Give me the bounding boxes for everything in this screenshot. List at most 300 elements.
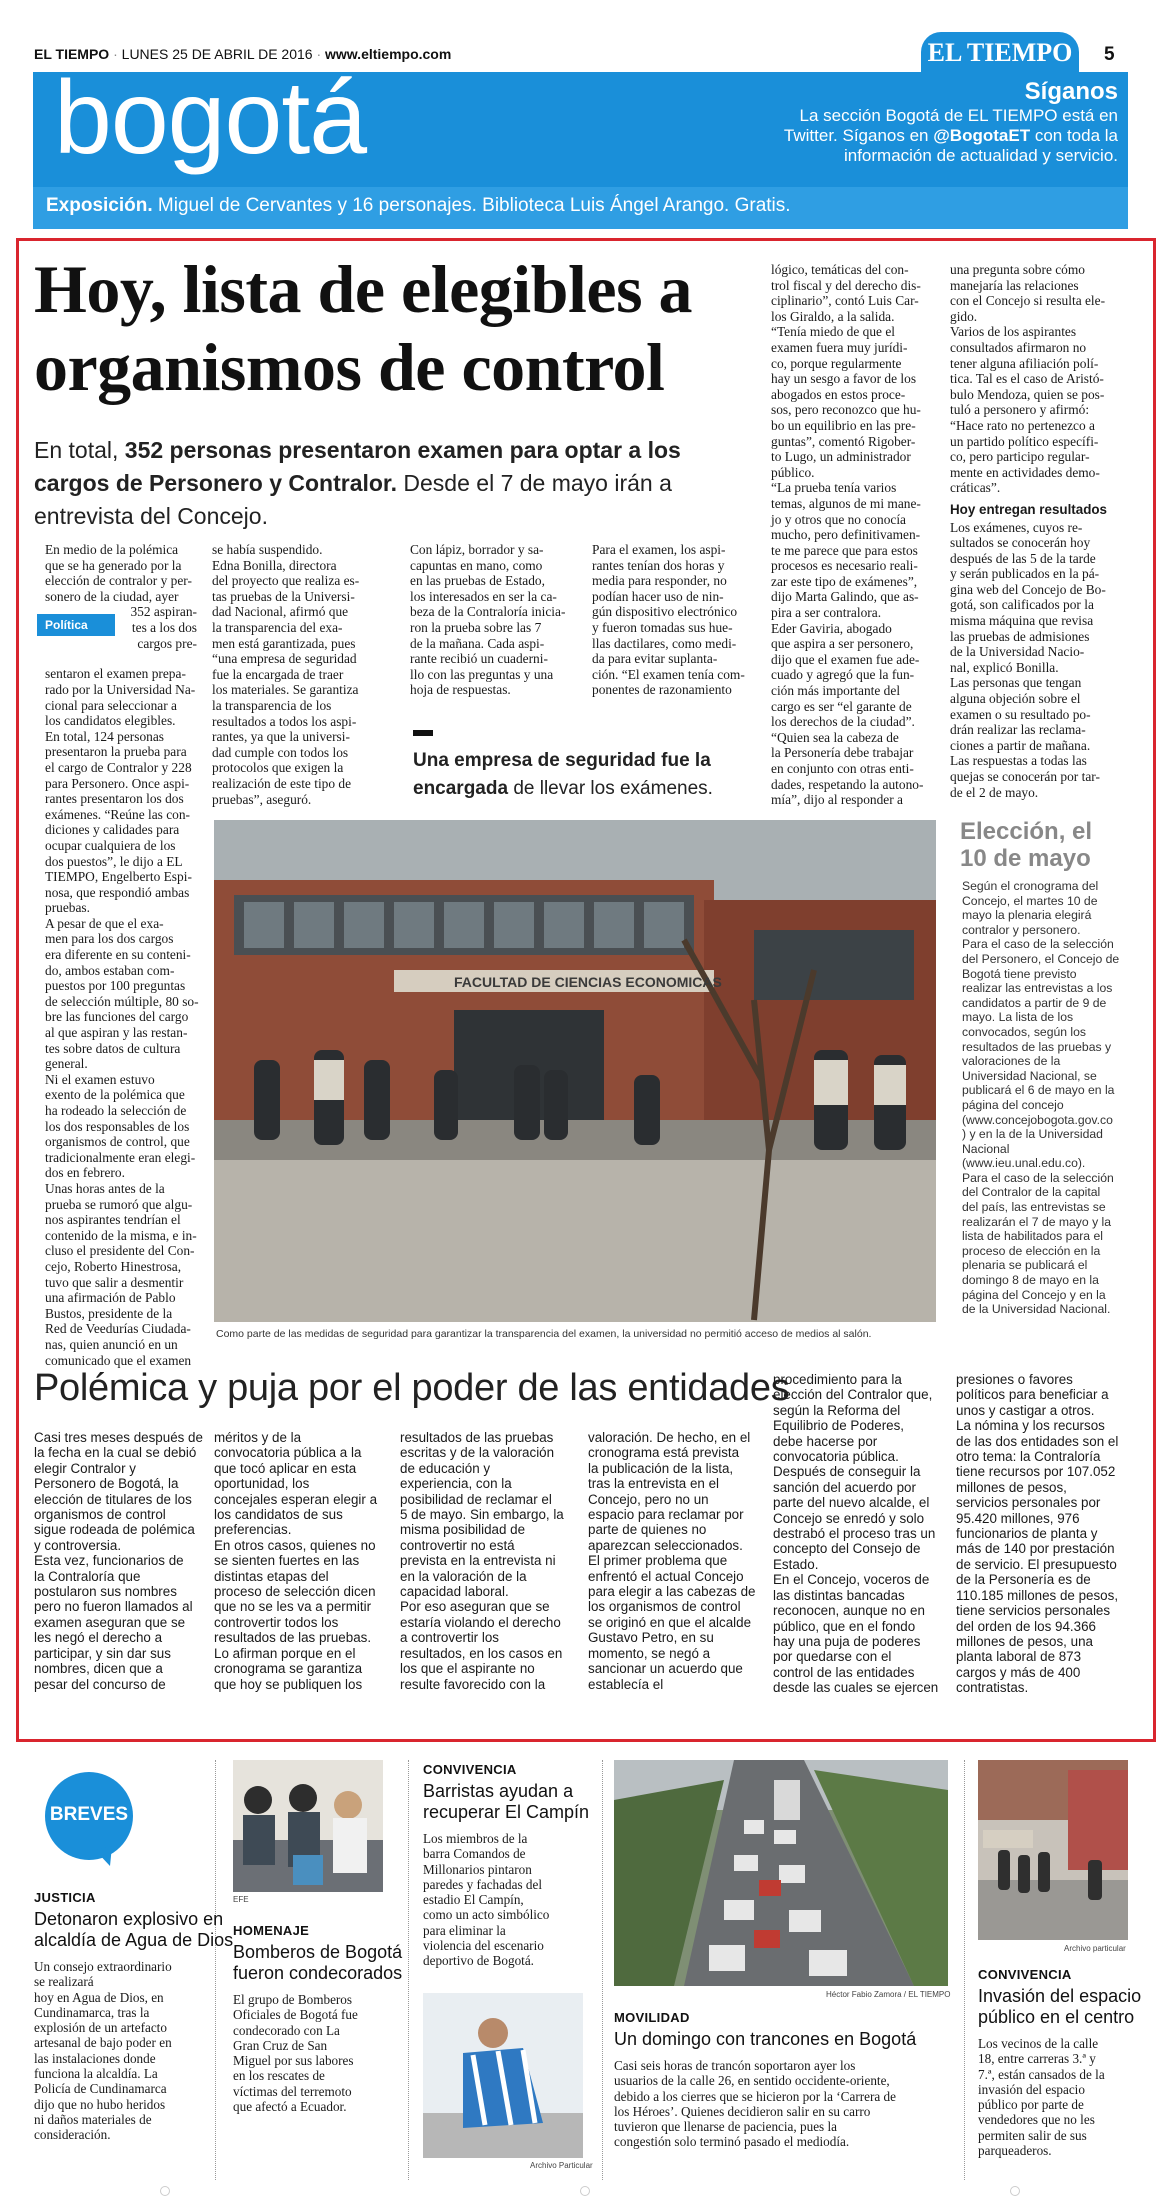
text-line: rantes presentaron los dos [45,791,184,807]
text-line: bulo Mendoza, quien se pos- [950,386,1105,402]
text-line: consultados afirmaron no [950,339,1087,355]
sidebar-line: Concejo, el martes 10 de [962,893,1098,908]
sidebar-line: (www.concejobogota.gov.co [962,1112,1113,1127]
text-line: y serán publicados en la pá- [950,566,1100,582]
text-line: En total, 124 personas [45,728,165,744]
text-line: planta laboral de 873 [956,1649,1082,1665]
sidebar-line: Para el caso de la selección [962,937,1114,952]
text-line: tuvo que salir a desmentir [45,1274,184,1290]
pull-quote-bold: Una empresa de seguridad fue la [413,750,711,771]
column-intro [45,542,197,604]
text-line: que se ha generado por la [45,557,182,573]
text-line: millones de pesos, [956,1479,1067,1495]
story-column-3 [410,542,566,698]
text-line: gún dispositivo electrónico [592,604,738,620]
text-line: men está garantizada, pues [212,635,356,651]
sidebar-line: ) y en la de la Universidad [962,1127,1103,1142]
sidebar-line: contralor y personero. [962,922,1081,937]
text-line: nal, explicó Bonilla. [950,659,1059,675]
section-title: bogotá [54,60,367,176]
text-line: los candidatos de sus [214,1507,343,1523]
text-line: cuado y agregó que la fun- [771,667,915,683]
brief-convivencia-2 [978,1967,1142,2159]
text-line: oportunidad, los [214,1476,310,1492]
text-line: los que el aspirante no [400,1661,535,1677]
sidebar-line: Bogotá tiene previsto [962,966,1077,981]
brief-kicker: JUSTICIA [34,1890,96,1905]
text-line: las instalaciones donde [34,2050,156,2066]
sidebar-title-1: Elección, el [960,818,1093,845]
follow-text: con toda la [1030,126,1118,145]
text-line: la publicación de la lista, [588,1460,734,1476]
text-line: de el 2 de mayo. [950,784,1039,800]
text-line: diciones y calidades para [45,822,180,838]
text-line: que aspira a ser personero, [771,636,914,652]
brief-body [423,1831,595,1969]
text-line: postularon sus nombres [34,1584,177,1600]
text-line: funcionarios de planta y [956,1526,1098,1542]
headline-line-1: Hoy, lista de elegibles a [34,251,693,327]
text-line: escritas y de la valoración [400,1445,555,1461]
deck-text: En total, [34,437,125,463]
brief-headline[interactable] [423,1781,595,1823]
text-line: Personero de Bogotá, la [34,1476,179,1492]
text-line: barra Comandos de [423,1846,526,1862]
text-line: en los rescates de [233,2068,325,2084]
text-line: sonero de la ciudad, ayer [45,588,179,604]
text-line: de selección múltiple, 80 so- [45,993,199,1009]
text-line: pero no fueron llamados al [34,1599,193,1615]
brief-movilidad [614,2010,954,2150]
deck-text: Desde el 7 de mayo irán a entrevista del Concejo. [34,470,672,529]
text-line: resultados de las pruebas [400,1430,554,1445]
text-line: las distintas bancadas [773,1587,905,1603]
text-line: manejaría las relaciones [950,277,1079,293]
registration-mark [1010,2186,1020,2196]
text-line: Cundinamarca, tras la [34,2004,150,2020]
brief-kicker: HOMENAJE [233,1923,310,1938]
text-line: ni daños materiales de [34,2111,152,2127]
text-line: para eliminar la [423,1922,506,1938]
text-line: se originó en que el alcalde [588,1614,752,1630]
headline-line: Detonaron explosivo en [34,1909,224,1929]
text-line: Gran Cruz de San [233,2037,328,2053]
text-line: ciones a partir de mañana. [950,737,1091,753]
text-line: tiene recursos por 107.052 [956,1464,1116,1480]
story-column-6 [950,262,1110,800]
sidebar-line: del Personero, el Concejo de [962,951,1120,966]
text-line: establecía el [588,1676,664,1692]
text-line: condecorado con La [233,2022,340,2038]
text-line: los Giraldo, a la salida. [771,308,895,324]
site-url[interactable]: www.eltiempo.com [325,46,452,62]
text-line: ponentes de razonamiento [592,682,732,698]
brief-convivencia-1 [423,1762,595,1969]
text-line: cargos y más de 400 [956,1664,1081,1680]
text-line: dad Nacional, afirmó que [212,604,349,620]
text-line: convocatoria pública a la [214,1445,362,1461]
text-line: Equilibrio de Poderes, [773,1418,905,1434]
text-line: elección de contralor y per- [45,573,192,589]
text-line: protocolos que exigen la [212,760,344,776]
brief-headline[interactable] [34,1909,234,1951]
text-line: como un acto simbólico [423,1907,550,1923]
text-line: nos aspirantes tendrían el [45,1212,181,1228]
sidebar-line: convocados, según los [962,1024,1086,1039]
registration-mark [160,2186,170,2196]
sidebar-line: página del concejo [962,1097,1064,1112]
text-line: en las pruebas de Estado, [410,573,545,589]
text-line: Ni el examen estuvo [45,1071,155,1087]
follow-text: Twitter. Síganos en [783,126,934,145]
text-line: sancionar un acuerdo que [588,1661,743,1677]
text-line: la Contraloría que [34,1568,141,1584]
text-line: to Lugo, un administrador [771,449,911,465]
text-line: según la Reforma del [773,1402,901,1418]
text-line: resultados a todos los aspi- [212,713,357,729]
text-line: rantes, ya que la universi- [212,729,350,745]
text-line: ron la prueba sobre las 7 [410,619,542,635]
headline-line: Barristas ayudan a [423,1781,574,1801]
text-line: “La prueba tenía varios [771,480,897,496]
text-line: sigue rodeada de polémica [34,1522,195,1538]
text-line: tener alguna afiliación polí- [950,355,1099,371]
sidebar-line: valoraciones de la [962,1054,1061,1069]
second-column-4 [588,1430,768,1692]
text-line: distintas etapas del [214,1568,329,1584]
headline-line-2: organismos de control [34,329,665,405]
text-line: lógico, temáticas del con- [771,262,909,277]
text-line: Los exámenes, cuyos re- [950,519,1083,535]
text-line: TIEMPO, Engelberto Espi- [45,869,192,885]
text-line: parte de quienes no [588,1522,707,1538]
headline-line: Invasión del espacio [978,1986,1142,2006]
text-line: gotá, son calificados por la [950,597,1094,613]
text-line: público por parte de [978,2097,1084,2113]
text-line: Oficiales de Bogotá fue [233,2007,358,2023]
sidebar-line: de la Universidad Nacional. [962,1302,1111,1317]
text-line: Estado. [773,1556,819,1572]
text-line: Gustavo Petro, en su [588,1630,714,1646]
text-line: millones de pesos, una [956,1633,1093,1649]
pull-quote [413,747,753,803]
follow-title: Síganos [1024,78,1118,105]
text-line: sentaron el examen prepa- [45,666,186,682]
text-line: ocupar cualquiera de los [45,837,176,853]
text-line: ciplinario”, contó Luis Car- [771,293,919,309]
text-line: exámenes. “Reúne las con- [45,806,191,822]
text-line: temas, algunos de mi mane- [771,495,921,511]
text-line: cronograma se garantiza [214,1661,363,1677]
sidebar-line: del país, las entrevistas se [962,1200,1106,1215]
sidebar-line: página del Concejo y en la [962,1287,1106,1302]
text-line: hay un sesgo a favor de los [771,371,917,387]
text-line: de las dos entidades son el [956,1433,1119,1449]
text-line: de educación y [400,1460,491,1476]
story-column-1 [45,542,197,1368]
text-line: Edna Bonilla, directora [212,557,337,573]
headline-line: alcaldía de Agua de Dios [34,1930,234,1950]
photo-illustration [214,820,936,1322]
photo-sign: FACULTAD DE CIENCIAS ECONOMICAS [454,974,722,990]
brief-body [978,2036,1138,2158]
brief-headline[interactable]: Un domingo con trancones en Bogotá [614,2029,917,2049]
promo-text: Miguel de Cervantes y 16 personajes. Biblioteca Luis Ángel Arango. Gratis. [157,195,791,216]
text-line: la transparencia del exa- [212,619,343,635]
text-line: 95.420 millones, 976 [956,1510,1080,1526]
text-line: trol fiscal y del derecho dis- [771,277,921,293]
text-line: tas pruebas de la Universi- [212,588,355,604]
page-number: 5 [1104,44,1115,65]
headline-line: fueron condecorados [233,1963,403,1983]
text-line: prueba se rumoró que algu- [45,1196,193,1212]
text-line: realización de este tipo de [212,775,352,791]
text-line: enfrentó el actual Concejo [588,1568,744,1584]
text-line: resultados de las pruebas. [214,1630,372,1646]
text-line: permiten salir de sus [978,2127,1087,2143]
text-line: deportivo de Bogotá. [423,1953,534,1969]
second-column-1 [34,1430,204,1692]
sidebar-title-2: 10 de mayo [960,845,1091,872]
text-line: los dos responsables de los [45,1118,190,1134]
text-line: ha rodeado la selección de [45,1103,187,1118]
second-column-5 [773,1372,948,1696]
text-line: de servicio. El presupuesto [956,1556,1117,1572]
deck-bold: Personero y Contralor. [149,470,398,496]
text-line: nosa, que respondió ambas [45,884,190,900]
text-line: elección del Contralor que, [773,1387,933,1403]
text-line: quejas se conocerán por tar- [950,769,1100,784]
text-line: media para responder, no [592,573,727,589]
text-line: co, pero participo regular- [950,449,1090,465]
text-line: presiones o favores [956,1372,1073,1387]
text-line: En otros casos, quienes no [214,1537,376,1553]
text-line: los Héroes’. Quienes decidieron salir en su carro [614,2103,871,2119]
photo-credit: EFE [233,1895,249,1904]
text-line: violencia del escenario [423,1938,544,1954]
text-line: nas, quien anunció en un [45,1336,178,1352]
text-line: dijo que no hubo heridos [34,2096,166,2112]
breves-badge [40,1770,138,1868]
text-line: contenido de la misma, e in- [45,1227,197,1243]
photo-credit: Archivo Particular [530,2161,593,2170]
text-line: general. [45,1056,88,1072]
brief-kicker: CONVIVENCIA [423,1762,517,1777]
text-line: otro tema: la Contraloría [956,1449,1101,1465]
text-line: nombres, dicen que a [34,1661,163,1677]
sidebar-line: realizarán el 7 de mayo y la [962,1214,1112,1229]
text-line: una pregunta sobre cómo [950,262,1085,277]
text-line: de la Personería es de [956,1572,1091,1588]
tag-wrap [45,604,197,666]
text-line: Unas horas antes de la [45,1180,165,1196]
text-line: elegir Contralor y [34,1460,136,1476]
text-line: Casi seis horas de trancón soportaron ayer los [614,2058,856,2073]
text-line: para elegir a las cabezas de [588,1584,756,1600]
text-line: pesar del concurso de [34,1676,166,1692]
text-line: El primer problema que [588,1553,728,1569]
deck-bold: 352 personas presentaron examen para optar a los cargos de [34,437,681,496]
text-line: participar, y sin dar sus [34,1645,171,1661]
section-tag[interactable]: Política [37,614,115,636]
text-line: que no se les va a permitir [214,1599,372,1615]
text-line: los interesados en ser la ca- [410,588,557,604]
text-line: En medio de la polémica [45,542,179,557]
text-line: del orden de los 94.366 [956,1618,1096,1634]
text-line: capuntas en mano, como [410,557,543,573]
text-line: resultados, en los casos en [400,1645,563,1661]
text-line: Millonarios pintaron [423,1861,532,1877]
text-line: elección de titulares de los [34,1491,192,1507]
sidebar-line: Según el cronograma del [962,879,1099,893]
sidebar-text [962,879,1122,1317]
sidebar-line: plenaria se publicará el [962,1258,1088,1273]
text-line: que tocó aplicar en esta [214,1460,357,1476]
text-line: ción más importante del [771,683,901,699]
text-line: tiene servicios personales [956,1603,1111,1619]
brief-body [233,1992,401,2114]
text-line: para Personero. Once aspi- [45,775,190,791]
text-line: en la valoración de la [400,1568,527,1584]
text-line: se había suspendido. [212,542,323,557]
issue-date: LUNES 25 DE ABRIL DE 2016 [121,46,313,62]
text-line: Concejo se enredó y solo [773,1510,925,1526]
photo-illustration [614,1760,948,1986]
date-separator: · [316,46,326,62]
text-line: 5 de mayo. Sin embargo, la [400,1507,564,1523]
text-line: tuvieron que llenarse de paciencia, pues la [614,2119,837,2135]
text-line: controvertir no está [400,1537,515,1553]
second-column-3 [400,1430,580,1692]
text-line: artesanal de bajo poder en [34,2035,172,2051]
text-line: tica. Tal es el caso de Aristó- [950,371,1104,387]
text-line: llas dactilares, como medi- [592,635,737,651]
sidebar-line: Nacional [962,1141,1010,1156]
text-line: Después de conseguir la [773,1464,921,1480]
text-line: se sienten fuertes en las [214,1553,360,1569]
brief-headline[interactable] [978,1986,1142,2028]
text-line: procedimiento para la [773,1372,902,1387]
text-line: “una empresa de seguridad [212,651,357,667]
text-line: Para el examen, los aspi- [592,542,726,557]
text-line: Lo afirman porque en el [214,1645,356,1661]
text-line: “Hace rato no pertenezco a [950,417,1095,433]
sidebar-line: (www.ieu.unal.edu.co). [962,1156,1086,1171]
text-line: méritos y de la [214,1430,302,1445]
text-line: del proyecto que realiza es- [212,573,360,589]
text-line: presentaron la prueba para [45,744,187,760]
sidebar-line: mayo la plenaria elegirá [962,908,1092,923]
sidebar-line: mayo. La lista de los [962,1010,1074,1025]
pull-quote-bold: encargada [413,778,509,799]
second-column-6 [956,1372,1131,1696]
campin-photo [423,1993,583,2158]
subhead: Hoy entregan resultados [950,501,1108,517]
photo-illustration [423,1993,583,2158]
pull-quote-text: de llevar los exámenes. [508,778,713,799]
text-line: dos en febrero. [45,1165,125,1181]
registration-mark [580,2186,590,2196]
text-line: tras la entrevista en el [588,1476,719,1492]
sidebar-line: publicará el 6 de mayo en la [962,1083,1115,1098]
text-line: Bustos, presidente de la [45,1305,173,1321]
text-line: misma máquina que revisa [950,613,1094,629]
text-line: víctimas del terremoto [233,2083,352,2099]
text-line: zar este tipo de exámenes”, [771,573,918,589]
text-line: era diferente en su conteni- [45,947,191,963]
text-line: llo con las preguntas y una [410,666,554,682]
text-line: que afectó a Ecuador. [233,2099,347,2115]
text-line: público, que en el fondo [773,1618,916,1634]
headline-line: recuperar El Campín [423,1802,590,1822]
brief-homenaje [233,1923,401,2114]
text-line: rante recibió un cuaderni- [410,651,548,667]
text-line: mente en actividades demo- [950,464,1100,480]
text-line: parte del nuevo alcalde, el [773,1495,930,1511]
text-line: parqueaderos. [978,2143,1052,2159]
text-line: convocatoria pública. [773,1449,899,1465]
headline-line: público en el centro [978,2007,1135,2027]
text-line: pruebas. [45,900,90,916]
breves-divider [602,1760,603,2180]
text-line: tradicionalmente eran elegi- [45,1149,196,1165]
brand-tab[interactable]: EL TIEMPO [921,32,1079,74]
text-line: preferencias. [214,1522,292,1538]
text-line: abogados en estos proce- [771,386,906,402]
main-photo [214,820,936,1322]
text-line: mucho, pero definitivamen- [771,527,921,543]
text-line: alguna objeción sobre el [950,691,1081,707]
text-line: dad cumple con todos los [212,744,349,760]
text-line: funciona la alcaldía. La [34,2066,158,2082]
text-line: examen aseguran que se [34,1614,186,1630]
text-line: debido a los cierres que se hicieron por la ‘Carrera de [614,2088,896,2104]
text-line: cronograma está prevista [588,1445,740,1461]
text-line: pruebas”, aseguró. [212,791,312,807]
brief-body [614,2058,954,2150]
text-line: exento de la polémica que [45,1087,185,1103]
text-line: sultados se conocerán hoy [950,535,1091,551]
text-line: 7.ª, están cansados de la [978,2066,1105,2082]
text-line: Las personas que tengan [950,675,1082,691]
twitter-handle[interactable]: @BogotaET [933,126,1031,145]
pull-quote-rule [413,730,433,736]
text-line: desde las cuales se ejercen [773,1680,939,1696]
text-line: que hoy se publiquen los [214,1676,363,1692]
text-line: la fecha en la cual se debió [34,1445,197,1461]
follow-box [700,78,1118,166]
date-separator: · [113,46,122,62]
text-line: cejo, Roberto Hinestrosa, [45,1258,182,1274]
text-line: En el Concejo, voceros de [773,1572,930,1588]
text-line: los materiales. Se garantiza [212,682,359,698]
text-line: co, porque regularmente [771,355,902,371]
text-line: prevista en la entrevista ni [400,1553,556,1569]
bomberos-photo [233,1760,383,1892]
text-line: Esta vez, funcionarios de [34,1553,184,1569]
text-line: se realizará [34,1974,94,1990]
text-line: hay una puja de poderes [773,1633,921,1649]
text-line: les negó el derecho a [34,1630,163,1646]
photo-illustration [978,1760,1128,1940]
text-line: servicios personales por [956,1495,1101,1511]
text-line: “Tenía miedo de que el [771,324,895,340]
sidebar-line: candidatos a partir de 9 de [962,995,1107,1010]
text-line: Varios de los aspirantes [950,324,1077,340]
brief-headline[interactable] [233,1942,401,1984]
text-line: podían hacer uso de nin- [592,588,724,604]
text-line: momento, se negó a [588,1645,711,1661]
